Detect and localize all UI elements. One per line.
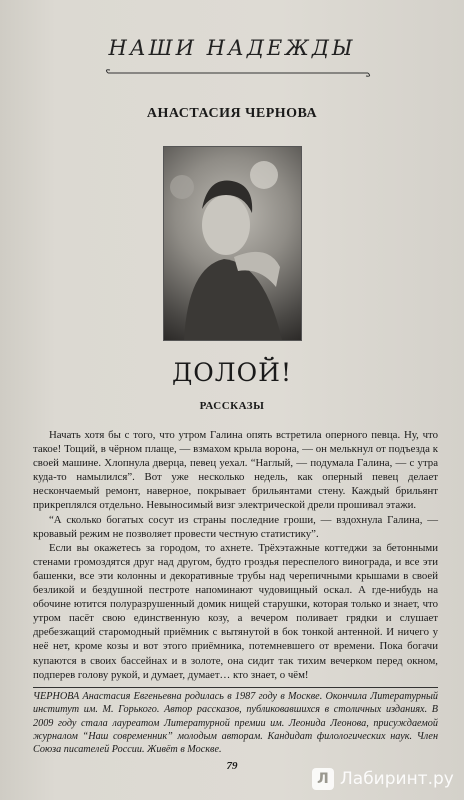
section-title: НАШИ НАДЕЖДЫ bbox=[108, 36, 356, 60]
page-number: 79 bbox=[226, 760, 238, 772]
genre-label: РАССКАЗЫ bbox=[199, 400, 265, 412]
watermark-text: Лабиринт.ру bbox=[340, 769, 454, 789]
author-name: АНАСТАСИЯ ЧЕРНОВА bbox=[146, 106, 318, 121]
labirint-logo-icon: Л bbox=[312, 768, 334, 790]
section-ornament-rule bbox=[104, 68, 372, 78]
story-title: ДОЛОЙ! bbox=[171, 358, 293, 387]
paragraph: Если вы окажетесь за городом, то ахнете. Трёхэтажные коттеджи за бетонными стенами громоздятся друг над другом, будто гроздья переспелого винограда, и все эти башенки, все эти колонны и декоративные трубы над черепичными крышами в своей безликой и бездушной пестроте напоминают чудовищный оскал. А где-нибудь на обочине ютится полуразрушенный домик нищей старушки, которая только и знает, что утром пасёт свою единственную козу, а вечером поливает грядки и слушает дребезжащий старомодный приёмник с вытянутой в бок тонкой антенной. И ничего у неё нет, кроме козы и вот этого приёмника, потемневшего от времени. Пока богачи купаются в своих бассейнах и в золоте, она сидит так тихим вечерком перед окном, подперев голову рукой, и думает, думает… кто знает, о чём! bbox=[33, 541, 438, 681]
author-photo bbox=[163, 146, 302, 341]
paragraph: “А сколько богатых сосут из страны последние гроши, — вздохнула Галина, — кровавый режим не позволяет провести честную статистику”. bbox=[33, 513, 438, 540]
labirint-watermark bbox=[312, 766, 454, 792]
author-bio-footnote: ЧЕРНОВА Анастасия Евгеньевна родилась в 1987 году в Москве. Окончила Литературный институт им. М. Горького. Автор рассказов, публиковавшихся в столичных изданиях. В 2009 году стала лауреатом Литературной премии им. Леонида Леонова, присуждаемой журналом “Наш современник” молодым авторам. Кандидат филологических наук. Член Союза писателей России. Живёт в Москве. bbox=[33, 691, 438, 756]
story-body bbox=[33, 428, 438, 682]
paragraph: Начать хотя бы с того, что утром Галина опять встретила оперного певца. Ну, что такое! Тощий, в чёрном плаще, — взмахом крыла ворона, — он мелькнул от подъезда к своей машине. Хлопнула дверца, певец уехал. “Наглый, — подумала Галина, — с утра куда-то намылился”. Вот уже несколько недель, как оперный певец делает нескончаемый ремонт, наверное, покрывает брильянтами стену. Каждый брильянт прикреплялся отдельно. Невыносимый визг электрической дрели прошивал этажи. bbox=[33, 429, 438, 512]
footnote-divider bbox=[33, 687, 438, 688]
